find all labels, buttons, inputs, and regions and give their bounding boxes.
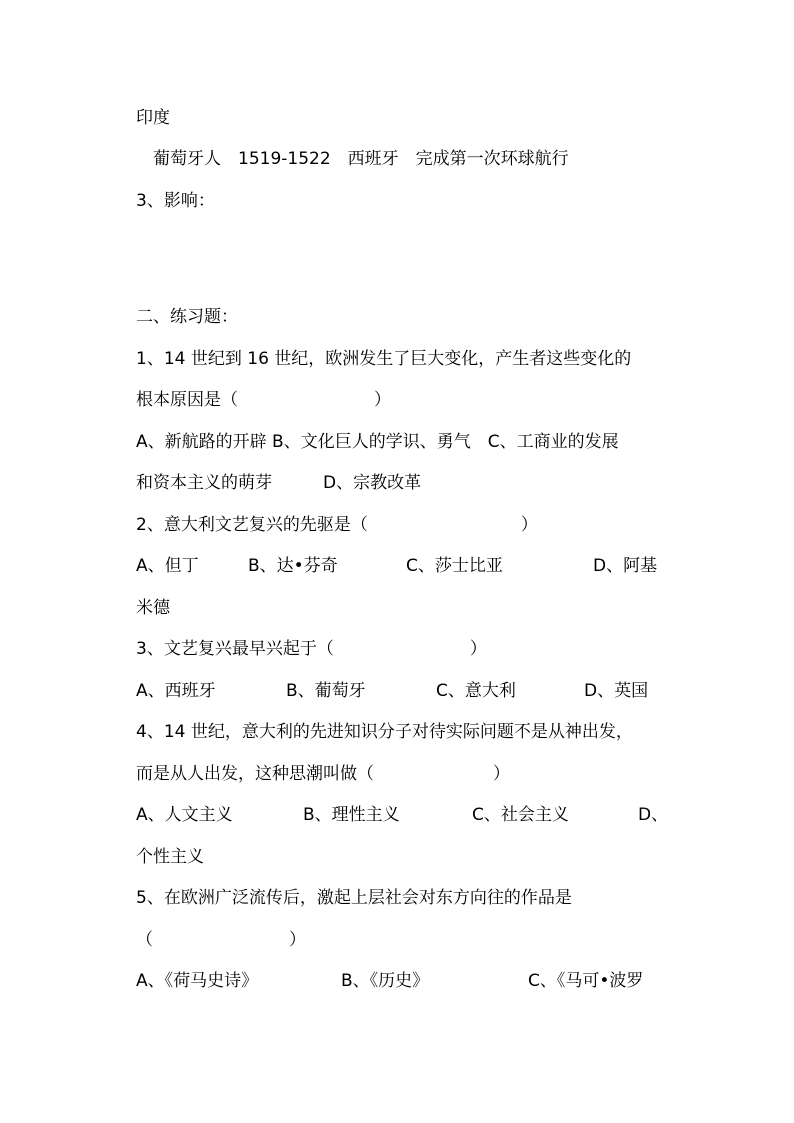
text-line-circumnavigation: 葡萄牙人 1519-1522 西班牙 完成第一次环球航行 <box>136 149 569 169</box>
question-3-option-a: A、西班牙 <box>136 681 216 701</box>
question-3-option-d: D、英国 <box>584 681 649 701</box>
section-influence-heading: 3、影响： <box>136 191 215 211</box>
question-2-option-d: D、阿基 <box>593 556 658 576</box>
question-3-text: 3、文艺复兴最早兴起于（ ） <box>136 639 487 659</box>
question-2-option-b: B、达•芬奇 <box>248 556 338 576</box>
question-4-option-c: C、社会主义 <box>472 805 569 825</box>
question-1-line-2: 根本原因是（ ） <box>136 390 391 410</box>
question-2-option-c: C、莎士比亚 <box>406 556 503 576</box>
question-4-option-a: A、人文主义 <box>136 805 233 825</box>
question-1-options-line-2: 和资本主义的萌芽 D、宗教改革 <box>136 473 422 493</box>
question-5-option-c: C、《马可•波罗 <box>528 971 644 991</box>
question-4-line-2: 而是从人出发，这种思潮叫做（ ） <box>136 764 510 784</box>
question-5-option-b: B、《历史》 <box>341 971 430 991</box>
question-1-line-1: 1、14 世纪到 16 世纪，欧洲发生了巨大变化，产生者这些变化的 <box>136 349 632 369</box>
section-exercises-heading: 二、练习题： <box>136 307 238 327</box>
question-3-option-c: C、意大利 <box>436 681 516 701</box>
question-4-option-d: D、 <box>638 805 669 825</box>
question-1-options-line-1: A、新航路的开辟 B、文化巨人的学识、勇气 C、工商业的发展 <box>136 432 619 452</box>
question-2-option-d-continued: 米德 <box>136 598 170 618</box>
question-4-option-b: B、理性主义 <box>303 805 400 825</box>
question-4-option-d-continued: 个性主义 <box>136 847 204 867</box>
question-5-answer-blank: （ ） <box>136 930 306 950</box>
question-5-option-a: A、《荷马史诗》 <box>136 971 259 991</box>
question-2-option-a: A、但丁 <box>136 556 199 576</box>
question-5-line-1: 5、在欧洲广泛流传后，激起上层社会对东方向往的作品是 <box>136 888 572 908</box>
text-line-india: 印度 <box>136 108 170 128</box>
question-4-line-1: 4、14 世纪，意大利的先进知识分子对待实际问题不是从神出发， <box>136 722 633 742</box>
question-2-text: 2、意大利文艺复兴的先驱是（ ） <box>136 515 538 535</box>
question-3-option-b: B、葡萄牙 <box>286 681 366 701</box>
